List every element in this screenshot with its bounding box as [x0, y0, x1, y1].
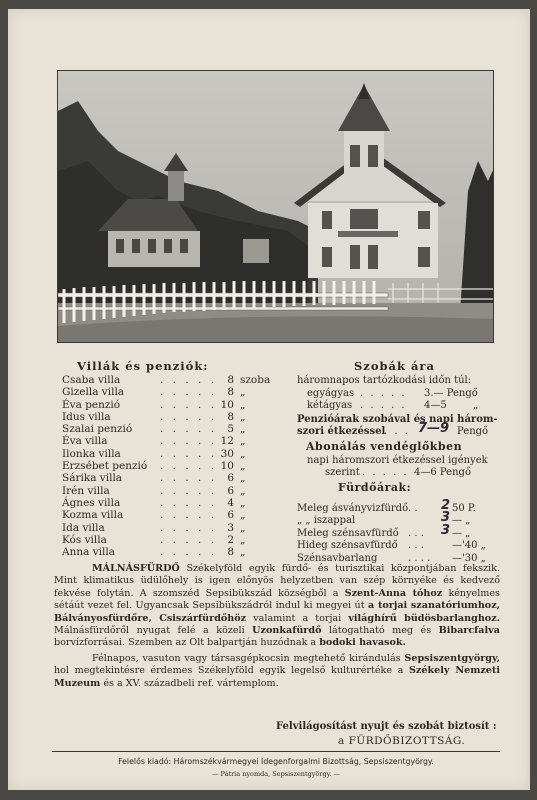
villa-room-count: 10	[220, 460, 234, 473]
bath-label: „ „ iszappal	[297, 515, 356, 527]
body-p1-c: kényelmes sétáút vezet fel. Ugyancsak Sepsibükszádról indul ki megyei út	[54, 587, 500, 612]
info-line: Felvilágosítást nyujt és szobát biztosít :	[276, 721, 497, 732]
villa-row	[62, 448, 272, 460]
villa-name: Ida villa	[62, 521, 105, 534]
bath-dots: . . .	[408, 527, 424, 539]
villa-room-count: 6	[227, 472, 234, 485]
villa-room-unit: „	[240, 398, 246, 411]
board-rate-price: 7—9	[418, 421, 450, 436]
villa-room-count: 3	[227, 521, 234, 534]
villa-row	[62, 423, 272, 435]
bath-price-tail: 50 P.	[452, 503, 476, 514]
villa-room-unit: „	[240, 447, 246, 460]
villa-row	[62, 411, 272, 423]
villa-room-count: 5	[227, 423, 234, 436]
villa-row	[62, 485, 272, 497]
villa-room-count: 8	[227, 546, 234, 559]
body-paragraph-2	[54, 653, 500, 690]
body-p1-g: Málnásfürdőről nyugat felé a közeli	[54, 625, 245, 637]
body-paragraph-1	[54, 563, 500, 650]
villa-row	[62, 497, 272, 509]
bath-label: Meleg ásványvizfürdő	[297, 503, 409, 514]
double-room-price: 4—5	[424, 400, 447, 411]
bath-price-handwritten: 3	[441, 510, 451, 526]
bath-dots: . .	[408, 503, 418, 514]
villa-room-unit: „	[240, 484, 246, 497]
body-p1-f: világhírű büdösbarlanghoz.	[348, 612, 500, 624]
board-rate-unit: Pengő	[457, 426, 489, 437]
villa-name: Gizella villa	[62, 386, 125, 399]
body-p1-l: bodoki havasok.	[319, 637, 406, 649]
body-p1-e: valamint a torjai	[253, 612, 342, 624]
single-room-label: egyágyas	[307, 388, 355, 399]
bath-price-tail: — „	[452, 515, 471, 527]
single-room-dots: . . . . .	[360, 388, 407, 399]
bath-price-tail: — „	[452, 527, 471, 539]
villa-room-count: 4	[227, 496, 234, 509]
villa-name: Idus villa	[62, 410, 111, 423]
body-p1-k: borvízforrásai. Szemben az Olt balpartján huzódnak a	[54, 637, 317, 649]
bath-label: Szénsavbarlang	[297, 552, 378, 564]
villa-name: Ilonka villa	[62, 447, 121, 460]
bath-dots: . . . .	[408, 552, 431, 564]
subscription-line1: napi háromszori étkezéssel igények	[307, 455, 488, 466]
villa-name: Éva villa	[62, 435, 108, 448]
villa-name: Anna villa	[62, 546, 115, 559]
body-p1-d: a torjai szanatóriumhoz, Bálványosfürdőre, Csiszárfürdőhöz	[54, 600, 500, 624]
villa-row	[62, 386, 272, 398]
villa-dots: . . . . .	[160, 472, 218, 485]
villa-room-unit: „	[240, 546, 246, 559]
villa-dots: . . . . .	[160, 398, 218, 411]
committee-signature: a FÜRDŐBIZOTTSÁG.	[338, 735, 466, 747]
footer-divider	[52, 751, 500, 752]
body-p1-title: MÁLNÁSFÜRDŐ	[92, 563, 180, 574]
villa-row	[62, 399, 272, 411]
villa-name: Erzsébet penzió	[62, 460, 148, 473]
villa-name: Éva penzió	[62, 398, 121, 411]
single-room-price: 3.— Pengő	[424, 388, 478, 399]
bath-price-handwritten: 3	[441, 522, 451, 538]
villas-photo	[57, 70, 494, 343]
villa-room-unit: „	[240, 410, 246, 423]
villa-dots: . . . . .	[160, 546, 218, 559]
villa-dots: . . . . .	[160, 435, 218, 448]
villa-dots: . . . . .	[160, 374, 218, 386]
villa-room-unit: „	[240, 496, 246, 509]
bath-heading: Fürdőárak:	[338, 481, 412, 494]
villa-room-unit: „	[240, 386, 246, 399]
body-p1-b: Szent-Anna tóhoz	[344, 587, 443, 599]
villa-name: Csaba villa	[62, 374, 121, 386]
villa-dots: . . . . .	[160, 386, 218, 399]
bath-label: Meleg szénsavfürdő	[297, 527, 399, 539]
villa-room-unit: „	[240, 460, 246, 473]
villa-room-unit: „	[240, 521, 246, 534]
villa-dots: . . . . .	[160, 423, 218, 436]
villa-dots: . . . . .	[160, 533, 218, 546]
villa-room-count: 2	[227, 533, 234, 546]
villa-row	[62, 374, 272, 386]
villa-name: Ágnes villa	[62, 496, 121, 509]
body-p1-a: Székelyföld egyik fürdő- és turisztikai központjában fekszik. Mint klimatikus üdülőhely is igen előnyös helyzetben van szép környéke és kedvező fekvése folytán. A szomszéd Sepsibükszád községből a	[54, 563, 500, 599]
villa-row	[62, 472, 272, 484]
villa-room-count: 8	[227, 374, 234, 386]
footer-publisher: Felelős kiadó: Háromszékvármegyei Idegenforgalmi Bizottság, Sepsiszentgyörgy.	[118, 757, 434, 766]
subscription-price: 4—6 Pengő	[414, 467, 471, 478]
body-p2-d: Székely Nemzeti Muzeum	[54, 665, 500, 689]
rates-intro: háromnapos tartózkodási időn túl:	[297, 375, 472, 386]
villa-room-count: 12	[220, 435, 234, 448]
bath-dots: . . .	[408, 540, 424, 552]
bath-price-handwritten: 2	[441, 498, 451, 513]
villas-photo-image	[58, 71, 494, 343]
villa-room-count: 6	[227, 509, 234, 522]
villa-room-count: 8	[227, 386, 234, 399]
subscription-label: szerint	[325, 467, 360, 478]
villa-dots: . . . . .	[160, 509, 218, 522]
body-p1-h: Uzonkafürdő	[252, 625, 322, 637]
villa-room-count: 6	[227, 484, 234, 497]
villa-room-unit: „	[240, 423, 246, 436]
bath-price-tail: —'30 „	[452, 552, 486, 564]
leaflet-page	[8, 9, 530, 790]
villa-room-unit: szoba	[240, 374, 271, 386]
villa-room-unit: „	[240, 472, 246, 485]
villa-room-unit: „	[240, 435, 246, 448]
body-p2-c: hol megtekintésre érdemes Székelyföld egyik legelső kulturértéke a	[54, 665, 404, 677]
villa-name: Kozma villa	[62, 509, 124, 522]
body-p2-b: Sepsiszentgyörgy,	[404, 653, 500, 664]
double-room-dots: . . . . .	[360, 400, 407, 411]
villa-name: Szalai penzió	[62, 423, 133, 436]
villa-name: Irén villa	[62, 484, 110, 497]
footer-printer: — Pátria nyomda, Sepsiszentgyörgy. —	[211, 770, 341, 778]
villa-row	[62, 509, 272, 521]
villa-row	[62, 546, 272, 558]
board-rate-dots: . . .	[384, 426, 410, 437]
body-p1-j: Bibarcfalva	[438, 625, 500, 637]
villa-row	[62, 460, 272, 472]
villa-dots: . . . . .	[160, 496, 218, 509]
villa-room-count: 8	[227, 410, 234, 423]
body-p2-a: Félnapos, vasuton vagy társasgépkocsin megtehető kirándulás	[92, 653, 401, 664]
bath-price-tail: —'40 „	[452, 540, 486, 552]
board-rate-line2: szori étkezéssel	[297, 426, 386, 437]
villa-row	[62, 435, 272, 447]
body-p2-e: és a XV. századbeli ref. vártemplom.	[103, 677, 279, 689]
villa-room-unit: „	[240, 509, 246, 522]
subscription-dots: . . . . .	[362, 467, 409, 478]
villa-room-unit: „	[240, 533, 246, 546]
villa-list	[62, 374, 272, 558]
villa-name: Kós villa	[62, 533, 107, 546]
villa-dots: . . . . .	[160, 447, 218, 460]
rates-heading: Szobák ára	[354, 359, 435, 373]
villas-heading: Villák és penziók:	[77, 359, 209, 373]
villa-name: Sárika villa	[62, 472, 123, 485]
villa-dots: . . . . .	[160, 521, 218, 534]
villa-room-count: 10	[220, 398, 234, 411]
villa-row	[62, 522, 272, 534]
villa-dots: . . . . .	[160, 460, 218, 473]
double-room-ditto: „	[473, 400, 479, 411]
body-p1-i: látogatható meg és	[328, 625, 432, 637]
subscription-heading: Abonálás vendéglőkben	[306, 440, 463, 453]
villa-dots: . . . . .	[160, 484, 218, 497]
villa-row	[62, 534, 272, 546]
double-room-label: kétágyas	[307, 400, 353, 411]
villa-dots: . . . . .	[160, 410, 218, 423]
bath-label: Hideg szénsavfürdő	[297, 540, 398, 552]
board-rate-line1: Penzióárak szobával és napi három-	[297, 414, 498, 425]
villa-room-count: 30	[220, 447, 234, 460]
